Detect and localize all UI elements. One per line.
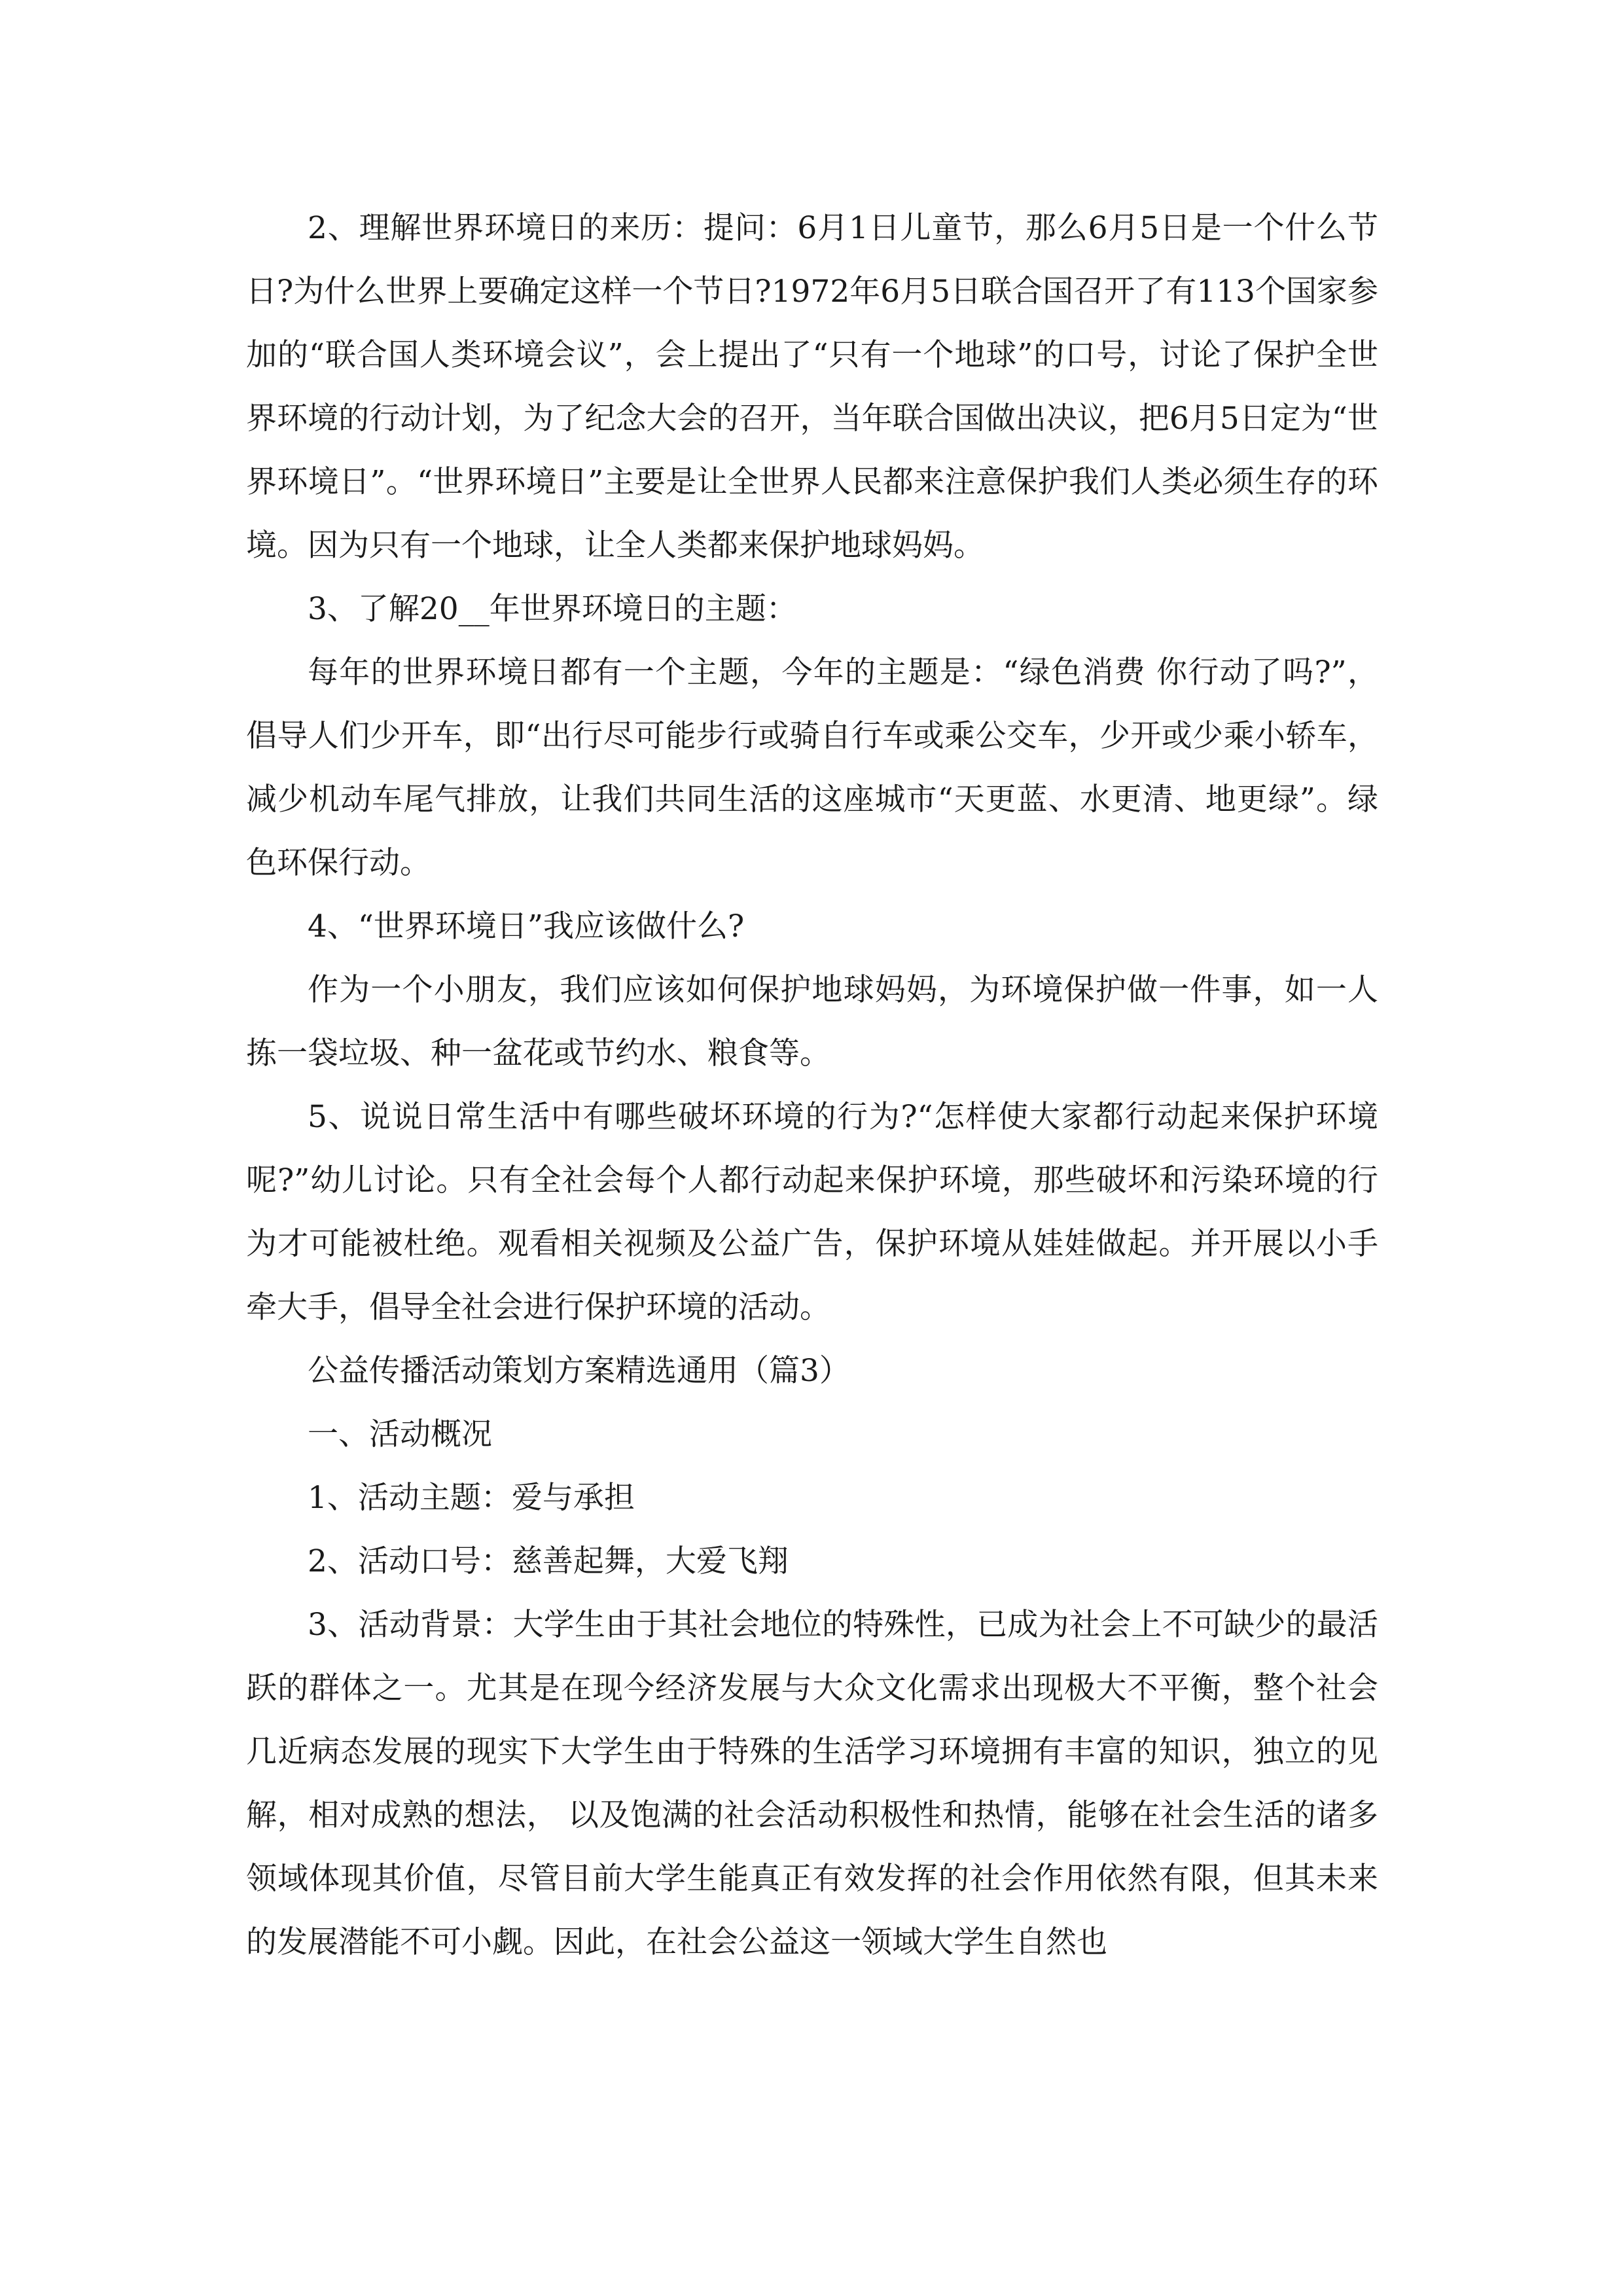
paragraph-discussion: 5、说说日常生活中有哪些破坏环境的行为?“怎样使大家都行动起来保护环境呢?”幼儿讨论。只有全社会每个人都行动起来保护环境，那些破坏和污染环境的行为才可能被杜绝。观看相关视频及公益广告，保护环境从娃娃做起。并开展以小手牵大手，倡导全社会进行保护环境的活动。: [246, 1099, 1378, 1325]
section-title-part-3: 公益传播活动策划方案精选通用（篇3）: [308, 1353, 850, 1389]
document-body: [246, 196, 1378, 1974]
section-heading-overview: 一、活动概况: [308, 1416, 492, 1452]
paragraph-what-to-do-description: 作为一个小朋友，我们应该如何保护地球妈妈，为环境保护做一件事，如一人拣一袋垃圾、种一盆花或节约水、粮食等。: [246, 972, 1378, 1071]
paragraph-theme-heading: 3、了解20__年世界环境日的主题：: [308, 591, 797, 627]
paragraph-what-to-do-heading: 4、“世界环境日”我应该做什么?: [308, 908, 745, 944]
item-activity-theme: 1、活动主题：爱与承担: [308, 1480, 635, 1516]
item-activity-slogan: 2、活动口号：慈善起舞，大爱飞翔: [308, 1543, 789, 1579]
item-activity-background: 3、活动背景：大学生由于其社会地位的特殊性，已成为社会上不可缺少的最活跃的群体之一。尤其是在现今经济发展与大众文化需求出现极大不平衡，整个社会几近病态发展的现实下大学生由于特殊的生活学习环境拥有丰富的知识，独立的见解，相对成熟的想法， 以及饱满的社会活动积极性和热情，能够在社会生活的诸多领域体现其价值，尽管目前大学生能真正有效发挥的社会作用依然有限，但其未来的发展潜能不可小觑。因此，在社会公益这一领域大学生自然也: [246, 1607, 1378, 1960]
paragraph-theme-description: 每年的世界环境日都有一个主题，今年的主题是：“绿色消费 你行动了吗?”，倡导人们少开车，即“出行尽可能步行或骑自行车或乘公交车，少开或少乘小轿车，减少机动车尾气排放，让我们共同生活的这座城市“天更蓝、水更清、地更绿”。绿色环保行动。: [246, 655, 1378, 881]
paragraph-world-environment-day-origin: 2、理解世界环境日的来历：提问：6月1日儿童节，那么6月5日是一个什么节日?为什么世界上要确定这样一个节日?1972年6月5日联合国召开了有113个国家参加的“联合国人类环境会议”，会上提出了“只有一个地球”的口号，讨论了保护全世界环境的行动计划，为了纪念大会的召开，当年联合国做出决议，把6月5日定为“世界环境日”。“世界环境日”主要是让全世界人民都来注意保护我们人类必须生存的环境。因为只有一个地球，让全人类都来保护地球妈妈。: [246, 210, 1378, 564]
